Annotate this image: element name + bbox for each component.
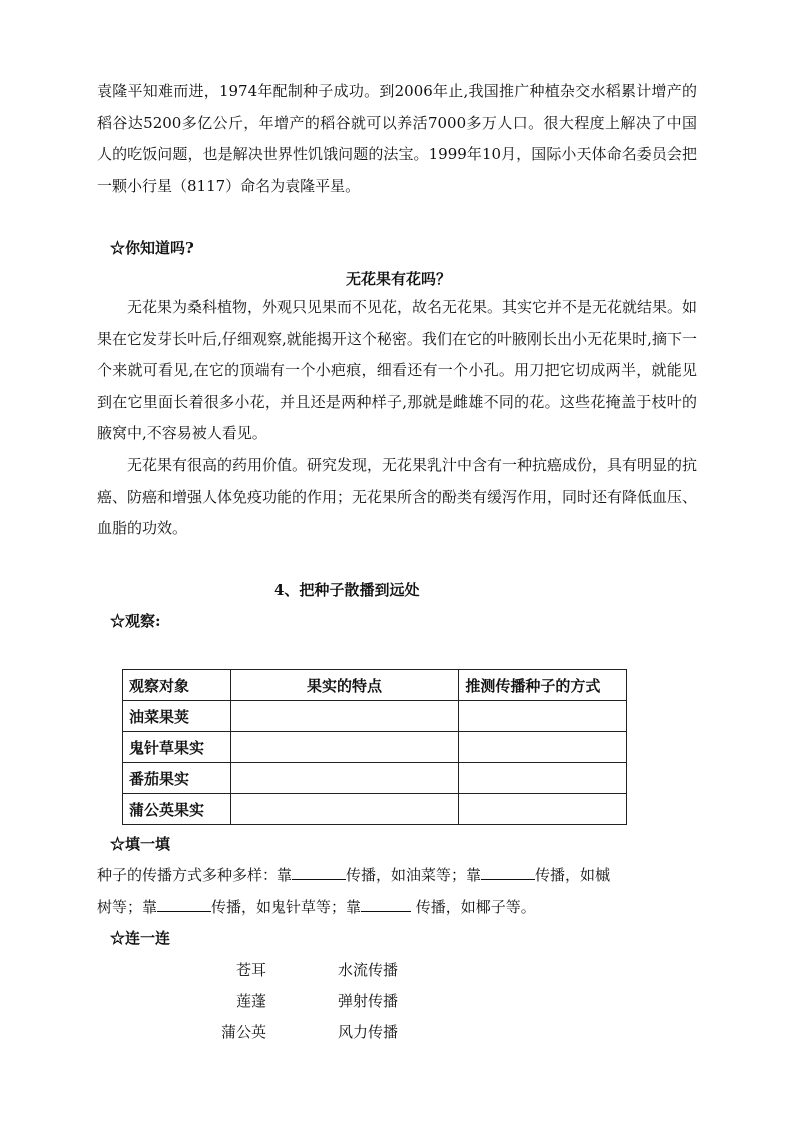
table-cell-object: 番茄果实 — [123, 763, 231, 794]
table-cell-blank[interactable] — [230, 701, 459, 732]
table-cell-object: 蒲公英果实 — [123, 794, 231, 825]
table-row — [123, 763, 627, 794]
fig-article-title: 无花果有花吗？ — [346, 270, 452, 288]
intro-paragraph: 袁隆平知难而进，1974年配制种子成功。到2006年止,我国推广种植杂交水稻累计增产的稻谷达5200多亿公斤，年增产的稻谷就可以养活7000多万人口。很大程度上解决了中国人的吃饭问题，也是解决世界性饥饿问题的法宝。1999年10月，国际小天体命名委员会把一颗小行星（8117）命名为袁隆平星。 — [97, 82, 697, 195]
match-right-item[interactable]: 水流传播 — [338, 961, 399, 979]
observation-table — [122, 669, 627, 825]
table-cell-blank[interactable] — [230, 732, 459, 763]
table-cell-object: 鬼针草果实 — [123, 732, 231, 763]
fill-blank-2[interactable] — [481, 864, 535, 880]
fill-text-2: 传播，如油菜等；靠 — [346, 866, 482, 884]
match-left-item[interactable]: 蒲公英 — [220, 1023, 266, 1041]
fill-text-3: 传播，如槭 — [535, 866, 611, 884]
match-label: ☆连一连 — [110, 929, 171, 947]
fill-text-5: 传播，如鬼针草等；靠 — [211, 897, 362, 916]
table-cell-blank[interactable] — [459, 732, 627, 763]
table-row — [123, 701, 627, 732]
match-right-item[interactable]: 风力传播 — [338, 1023, 399, 1041]
table-cell-blank[interactable] — [459, 794, 627, 825]
fill-text-1: 种子的传播方式多种多样：靠 — [97, 866, 293, 884]
match-left-item[interactable]: 苍耳 — [235, 961, 266, 979]
fill-blank-3[interactable] — [157, 896, 211, 912]
match-right-item[interactable]: 弹射传播 — [338, 992, 399, 1010]
table-cell-object: 油菜果荚 — [123, 701, 231, 732]
table-header-row — [123, 670, 627, 701]
fig-paragraph-1: 无花果为桑科植物，外观只见果而不见花，故名无花果。其实它并不是无花就结果。如果在它发芽长叶后,仔细观察,就能揭开这个秘密。我们在它的叶腋刚长出小无花果时,摘下一个来就可看见,在它的顶端有一个小疤痕，细看还有一个小孔。用刀把它切成两半，就能见到在它里面长着很多小花，并且还是两种样子,那就是雌雄不同的花。这些花掩盖于枝叶的腋窝中,不容易被人看见。 — [97, 298, 698, 442]
did-you-know-label: ☆你知道吗? — [110, 239, 194, 257]
table-header-object: 观察对象 — [123, 670, 231, 701]
fill-blank-4[interactable] — [361, 896, 411, 912]
table-cell-blank[interactable] — [230, 763, 459, 794]
table-row — [123, 732, 627, 763]
table-header-features: 果实的特点 — [230, 670, 459, 701]
fill-text-6: 传播，如椰子等。 — [411, 897, 536, 916]
match-left-item[interactable]: 莲蓬 — [235, 992, 266, 1010]
table-cell-blank[interactable] — [459, 763, 627, 794]
fill-paragraph — [97, 860, 697, 923]
fig-paragraph-2: 无花果有很高的药用价值。研究发现，无花果乳汁中含有一种抗癌成份，具有明显的抗癌、防癌和增强人体免疫功能的作用；无花果所含的酚类有缓泻作用，同时还有降低血压、血脂的功效。 — [97, 456, 698, 537]
observe-label: ☆观察: — [110, 612, 161, 630]
fill-blank-1[interactable] — [292, 864, 346, 880]
table-header-method: 推测传播种子的方式 — [459, 670, 627, 701]
table-row — [123, 794, 627, 825]
fill-label: ☆填一填 — [110, 835, 171, 853]
section-4-title: 4、把种子散播到远处 — [274, 581, 420, 599]
table-cell-blank[interactable] — [230, 794, 459, 825]
table-cell-blank[interactable] — [459, 701, 627, 732]
fill-text-4: 树等；靠 — [97, 897, 158, 916]
